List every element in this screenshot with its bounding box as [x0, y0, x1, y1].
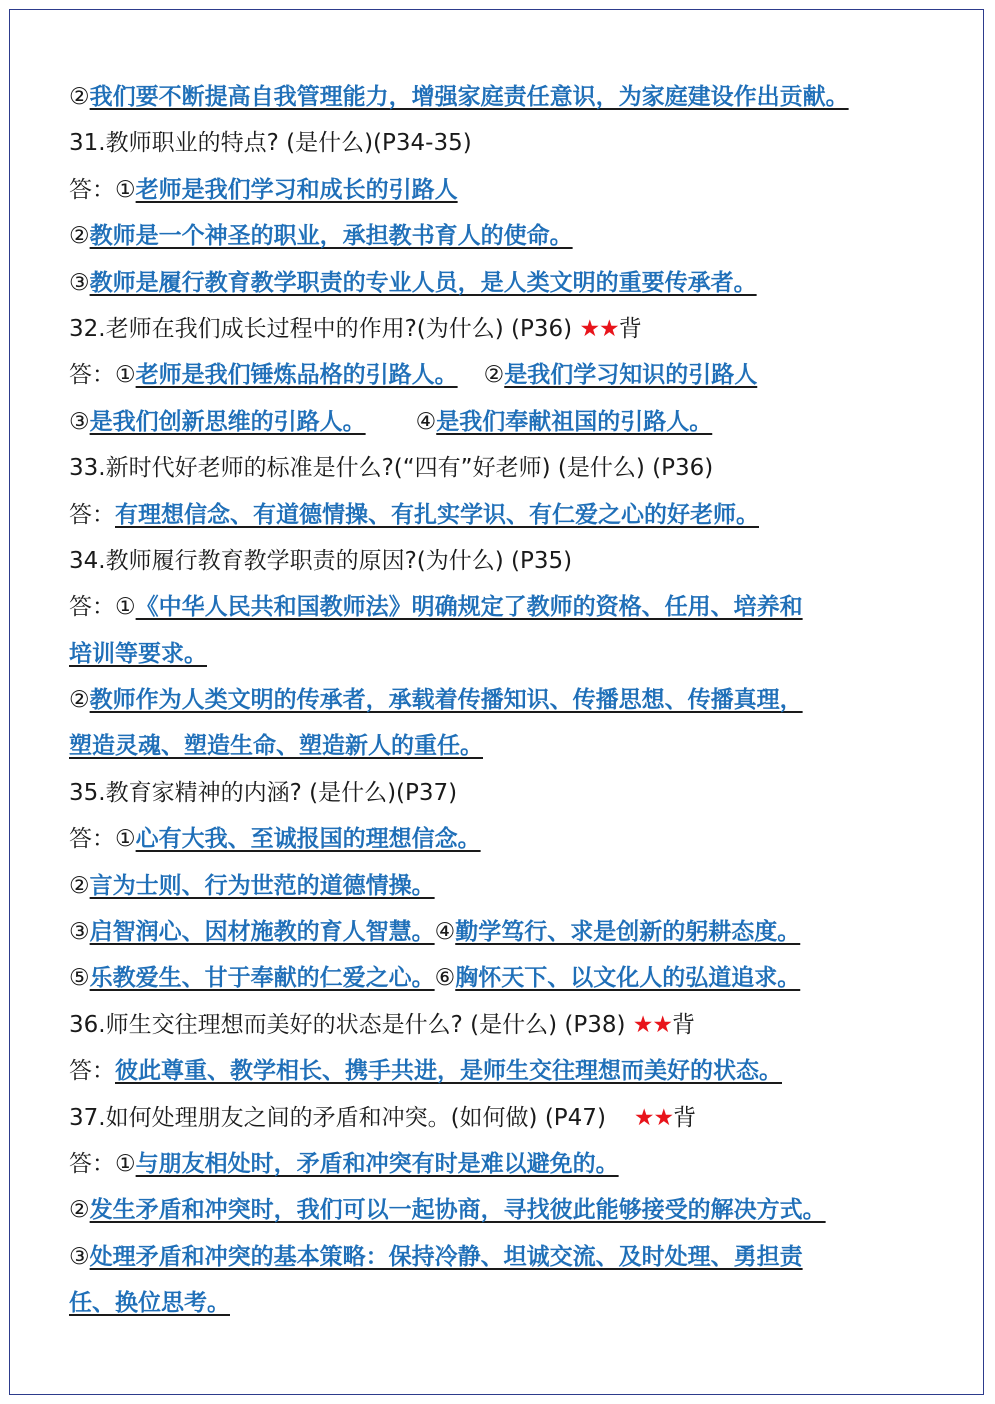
question-36 [69, 1002, 939, 1048]
answer-text: 培训等要求。 [69, 640, 207, 667]
circled-number: ③ [69, 1243, 90, 1270]
answer-label: 答： [69, 594, 115, 621]
circled-number: ① [115, 1150, 136, 1177]
answer-text: 教师是一个神圣的职业，承担教书育人的使命。 [89, 223, 573, 250]
answer-text: 老师是我们学习和成长的引路人 [135, 176, 458, 203]
question-text: 34.教师履行教育教学职责的原因?(为什么) (P35) [69, 547, 573, 574]
circled-number: ② [69, 872, 90, 899]
question-35 [69, 770, 939, 816]
answer-line [69, 723, 939, 769]
circled-number: ① [115, 826, 136, 853]
answer-line [69, 677, 939, 723]
answer-text: 教师是履行教育教学职责的专业人员，是人类文明的重要传承者。 [89, 269, 757, 296]
answer-line [69, 260, 939, 306]
answer-line [69, 1234, 939, 1280]
answer-text: 塑造灵魂、塑造生命、塑造新人的重任。 [69, 733, 483, 760]
answer-label: 答： [69, 176, 115, 203]
star-icon: ★★ [633, 1104, 674, 1131]
answer-line [69, 352, 939, 398]
memorize-note: 背 [673, 1104, 697, 1131]
memorize-note: 背 [672, 1011, 695, 1038]
answer-line [69, 1280, 939, 1326]
answer-line [69, 955, 939, 1001]
answer-text: 言为士则、行为世范的道德情操。 [89, 872, 435, 899]
answer-text: 胸怀天下、以文化人的弘道追求。 [455, 965, 801, 992]
answer-text: 教师作为人类文明的传承者，承载着传播知识、传播思想、传播真理， [89, 687, 803, 714]
answer-label: 答： [69, 362, 115, 389]
answer-text: 是我们创新思维的引路人。 [89, 408, 366, 435]
answer-line [69, 909, 939, 955]
circled-number: ② [69, 687, 90, 714]
star-icon: ★★ [579, 315, 619, 342]
circled-number: ⑥ [434, 965, 456, 992]
answer-line [69, 167, 939, 213]
answer-text: 老师是我们锤炼品格的引路人。 [135, 362, 458, 389]
question-33 [69, 445, 939, 491]
answer-text: 发生矛盾和冲突时，我们可以一起协商，寻找彼此能够接受的解决方式。 [89, 1197, 826, 1224]
answer-line [69, 492, 939, 538]
circled-number: ② [69, 1197, 90, 1224]
answer-text: 是我们奉献祖国的引路人。 [436, 408, 713, 435]
question-text: 33.新时代好老师的标准是什么?(“四有”好老师) (是什么) (P36) [69, 455, 714, 482]
question-32 [69, 306, 939, 352]
answer-text: 《中华人民共和国教师法》明确规定了教师的资格、任用、培养和 [135, 594, 803, 621]
answer-text: 我们要不断提高自我管理能力，增强家庭责任意识，为家庭建设作出贡献。 [89, 84, 849, 110]
question-text: 36.师生交往理想而美好的状态是什么? (是什么) (P38) [69, 1011, 626, 1038]
circled-number: ③ [69, 408, 90, 435]
answer-line [69, 74, 939, 120]
circled-number: ② [69, 84, 90, 110]
answer-label: 答： [69, 501, 115, 528]
question-text: 31.教师职业的特点? (是什么)(P34-35) [69, 130, 472, 157]
answer-text: 是我们学习知识的引路人 [504, 362, 758, 389]
circled-number: ⑤ [69, 965, 90, 992]
answer-line [69, 863, 939, 909]
answer-text: 任、换位思考。 [69, 1290, 230, 1317]
circled-number: ④ [415, 408, 437, 435]
circled-number: ① [115, 362, 136, 389]
star-icon: ★★ [632, 1011, 672, 1038]
answer-line [69, 584, 939, 630]
answer-text: 有理想信念、有道德情操、有扎实学识、有仁爱之心的好老师。 [115, 501, 759, 528]
circled-number: ① [115, 594, 136, 621]
answer-label: 答： [69, 1058, 115, 1085]
document-body [69, 74, 939, 1327]
question-text: 32.老师在我们成长过程中的作用?(为什么) (P36) [69, 315, 573, 342]
circled-number: ③ [69, 919, 90, 946]
circled-number: ② [69, 223, 90, 250]
answer-text: 与朋友相处时，矛盾和冲突有时是难以避免的。 [135, 1150, 619, 1177]
question-34 [69, 538, 939, 584]
memorize-note: 背 [618, 315, 642, 342]
circled-number: ① [115, 176, 136, 203]
answer-line [69, 399, 939, 445]
answer-label: 答： [69, 1150, 115, 1177]
answer-text: 勤学笃行、求是创新的躬耕态度。 [455, 919, 801, 946]
question-text: 35.教育家精神的内涵? (是什么)(P37) [69, 779, 458, 806]
answer-label: 答： [69, 826, 115, 853]
circled-number: ③ [69, 269, 90, 296]
answer-line [69, 213, 939, 259]
answer-line [69, 1048, 939, 1094]
question-31 [69, 120, 939, 166]
circled-number: ④ [434, 919, 456, 946]
circled-number: ② [483, 362, 505, 389]
answer-text: 彼此尊重、教学相长、携手共进，是师生交往理想而美好的状态。 [115, 1058, 782, 1085]
answer-text: 乐教爱生、甘于奉献的仁爱之心。 [89, 965, 435, 992]
answer-line [69, 816, 939, 862]
question-text: 37.如何处理朋友之间的矛盾和冲突。(如何做) (P47) [69, 1104, 606, 1131]
answer-line [69, 1141, 939, 1187]
question-37 [69, 1095, 939, 1141]
answer-line [69, 1187, 939, 1233]
answer-line [69, 631, 939, 677]
answer-text: 处理矛盾和冲突的基本策略：保持冷静、坦诚交流、及时处理、勇担责 [89, 1243, 803, 1270]
answer-text: 心有大我、至诚报国的理想信念。 [135, 826, 481, 853]
answer-text: 启智润心、因材施教的育人智慧。 [89, 919, 435, 946]
